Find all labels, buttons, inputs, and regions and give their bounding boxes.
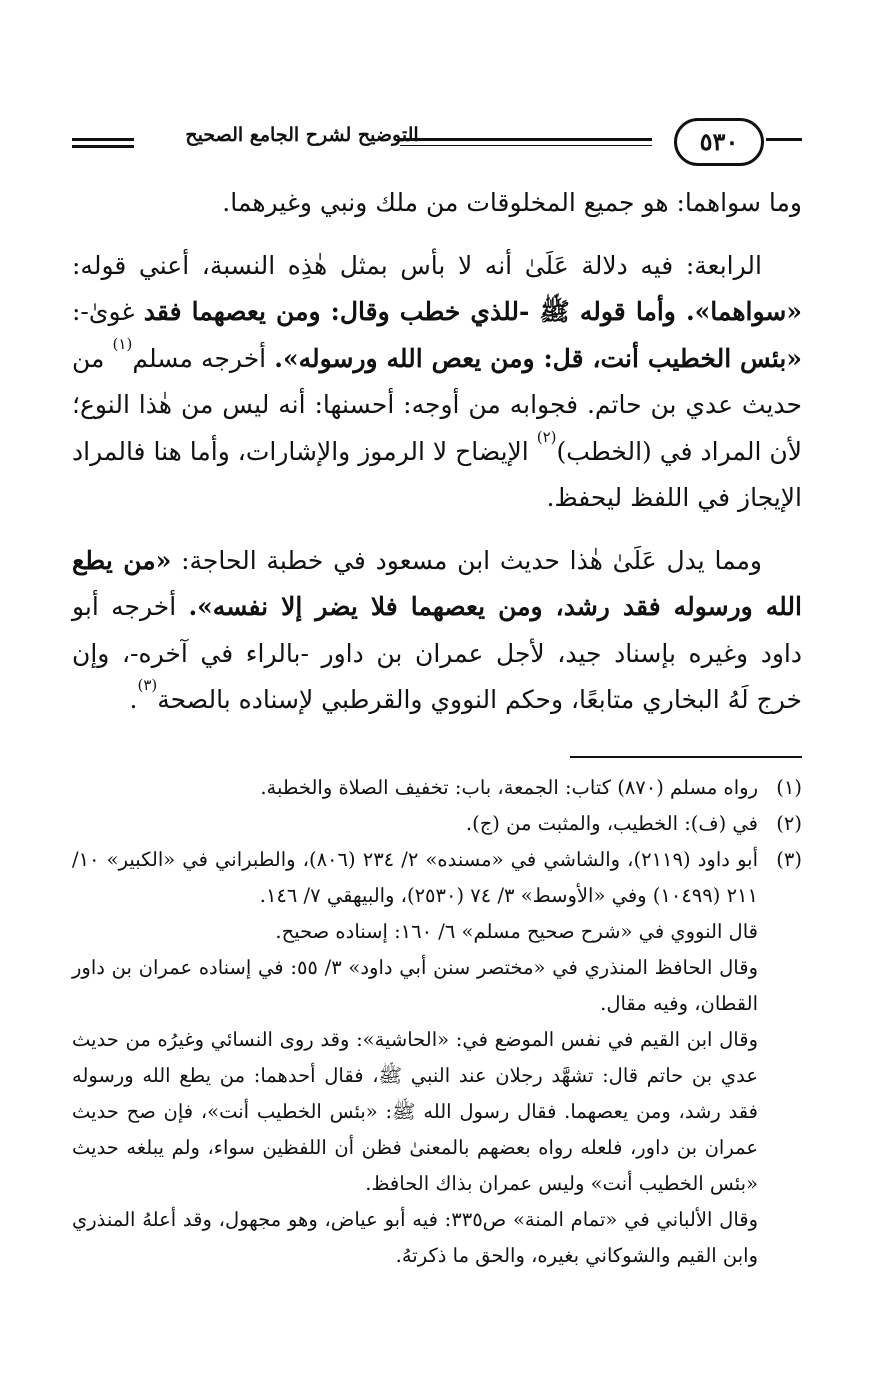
footnote-text: رواه مسلم (٨٧٠) كتاب: الجمعة، باب: تخفيف الصلاة والخطبة. <box>260 776 758 799</box>
paragraph-2-quote: «بئس الخطيب أنت، قل: ومن يعص الله ورسوله». <box>274 343 803 373</box>
paragraph-1 <box>72 180 802 227</box>
footnote-2 <box>72 806 802 842</box>
header-rule-left <box>72 138 134 141</box>
paragraph-3-text-c: أخرجه أبو داود وغيره بإسناد جيد، لأجل عمران بن داور -بالراء في آخره-، وإن خرج لَهُ البخاري متابعًا، وحكم النووي والقرطبي لإسناده بالصحة <box>72 592 802 714</box>
paragraph-1-text: وما سواهما: هو جميع المخلوقات من ملك ونبي وغيرهما. <box>222 188 802 217</box>
footnote-ref-2[interactable]: (٢) <box>536 427 557 446</box>
footnote-text: أبو داود (٢١١٩)، والشاشي في «مسنده» ٢/ ٢٣٤ (٨٠٦)، والطبراني في «الكبير» ١٠/ ٢١١ (١٠٤٩٩) وفي «الأوسط» ٣/ ٧٤ (٢٥٣٠)، والبيهقي ٧/ ١٤٦. <box>72 848 758 907</box>
footnote-1 <box>72 770 802 806</box>
footnote-3-continuation: وقال الألباني في «تمام المنة» ص٣٣٥: فيه أبو عياض، وهو مجهول، وقد أعلهُ المنذري وابن القيم والشوكاني بغيره، والحق ما ذكرتهُ. <box>72 1208 758 1267</box>
footnote-ref-1[interactable]: (١) <box>112 334 133 353</box>
header-rule-middle-thin <box>400 145 652 146</box>
footnote-number: (٢) <box>776 812 802 835</box>
page-header <box>72 118 802 168</box>
footnote-3-continuation: وقال الحافظ المنذري في «مختصر سنن أبي داود» ٣/ ٥٥: في إسناده عمران بن داور القطان، وفيه مقال. <box>72 956 758 1015</box>
footnote-text: في (ف): الخطيب، والمثبت من (ج). <box>465 812 758 835</box>
footnote-3-continuation: وقال ابن القيم في نفس الموضع في: «الحاشية»: وقد روى النسائي وغيرُه من حديث عدي بن حاتم قال: تشهَّد رجلان عند النبي ﷺ، فقال أحدهما: من يطع الله ورسوله فقد رشد، ومن يعصهما. فقال رسول الله ﷺ: «بئس الخطيب أنت»، فإن صح حديث عمران بن داور، فلعله رواه بعضهم بالمعنىٰ فظن أن اللفظين سواء، ولم يبلغه حديث «بئس الخطيب أنت» وليس عمران بذاك الحافظ. <box>72 1028 758 1195</box>
footnote-3-continuation: قال النووي في «شرح صحيح مسلم» ٦/ ١٦٠: إسناده صحيح. <box>275 920 758 943</box>
paragraph-3 <box>72 538 802 724</box>
paragraph-2-text-g: الإيضاح لا الرموز والإشارات، وأما هنا فالمراد الإيجاز في اللفظ ليحفظ. <box>72 436 802 512</box>
paragraph-2-text-f: من حديث عدي بن حاتم. فجوابه من أوجه: أحسنها: أنه ليس من هٰذا النوع؛ لأن المراد في (الخطب) <box>72 343 802 466</box>
header-rule-middle <box>400 138 652 141</box>
footnote-ref-3[interactable]: (٣) <box>137 676 158 694</box>
footnotes <box>72 770 802 1274</box>
paragraph-3-text-a: ومما يدل عَلَىٰ هٰذا حديث ابن مسعود في خطبة الحاجة: <box>181 545 762 575</box>
main-text <box>72 180 802 724</box>
footnote-number: (٣) <box>776 848 802 871</box>
header-rule-left-double <box>72 145 134 148</box>
header-rule-right <box>766 138 802 141</box>
footnote-separator <box>570 756 802 758</box>
paragraph-2 <box>72 243 802 522</box>
paragraph-2-text-e: أخرجه مسلم <box>132 343 267 373</box>
paragraph-3-end: . <box>129 685 138 714</box>
paragraph-2-text-a: الرابعة: فيه دلالة عَلَىٰ أنه لا بأس بمثل هٰذِه النسبة، أعني قوله: <box>72 250 762 280</box>
paragraph-2-text-c: غوىٰ-: <box>72 297 135 326</box>
paragraph-3-quote: «من يطع الله ورسوله فقد رشد، ومن يعصهما فلا يضر إلا نفسه». <box>72 545 802 621</box>
footnote-number: (١) <box>776 776 802 799</box>
footnote-3 <box>72 842 802 914</box>
running-title: التوضيح لشرح الجامع الصحيح <box>185 124 419 146</box>
paragraph-2-text-b: «سواهما». وأما قوله ﷺ -للذي خطب وقال: ومن يعصهما فقد <box>143 297 802 326</box>
page-number: ٥٣٠ <box>674 118 764 166</box>
